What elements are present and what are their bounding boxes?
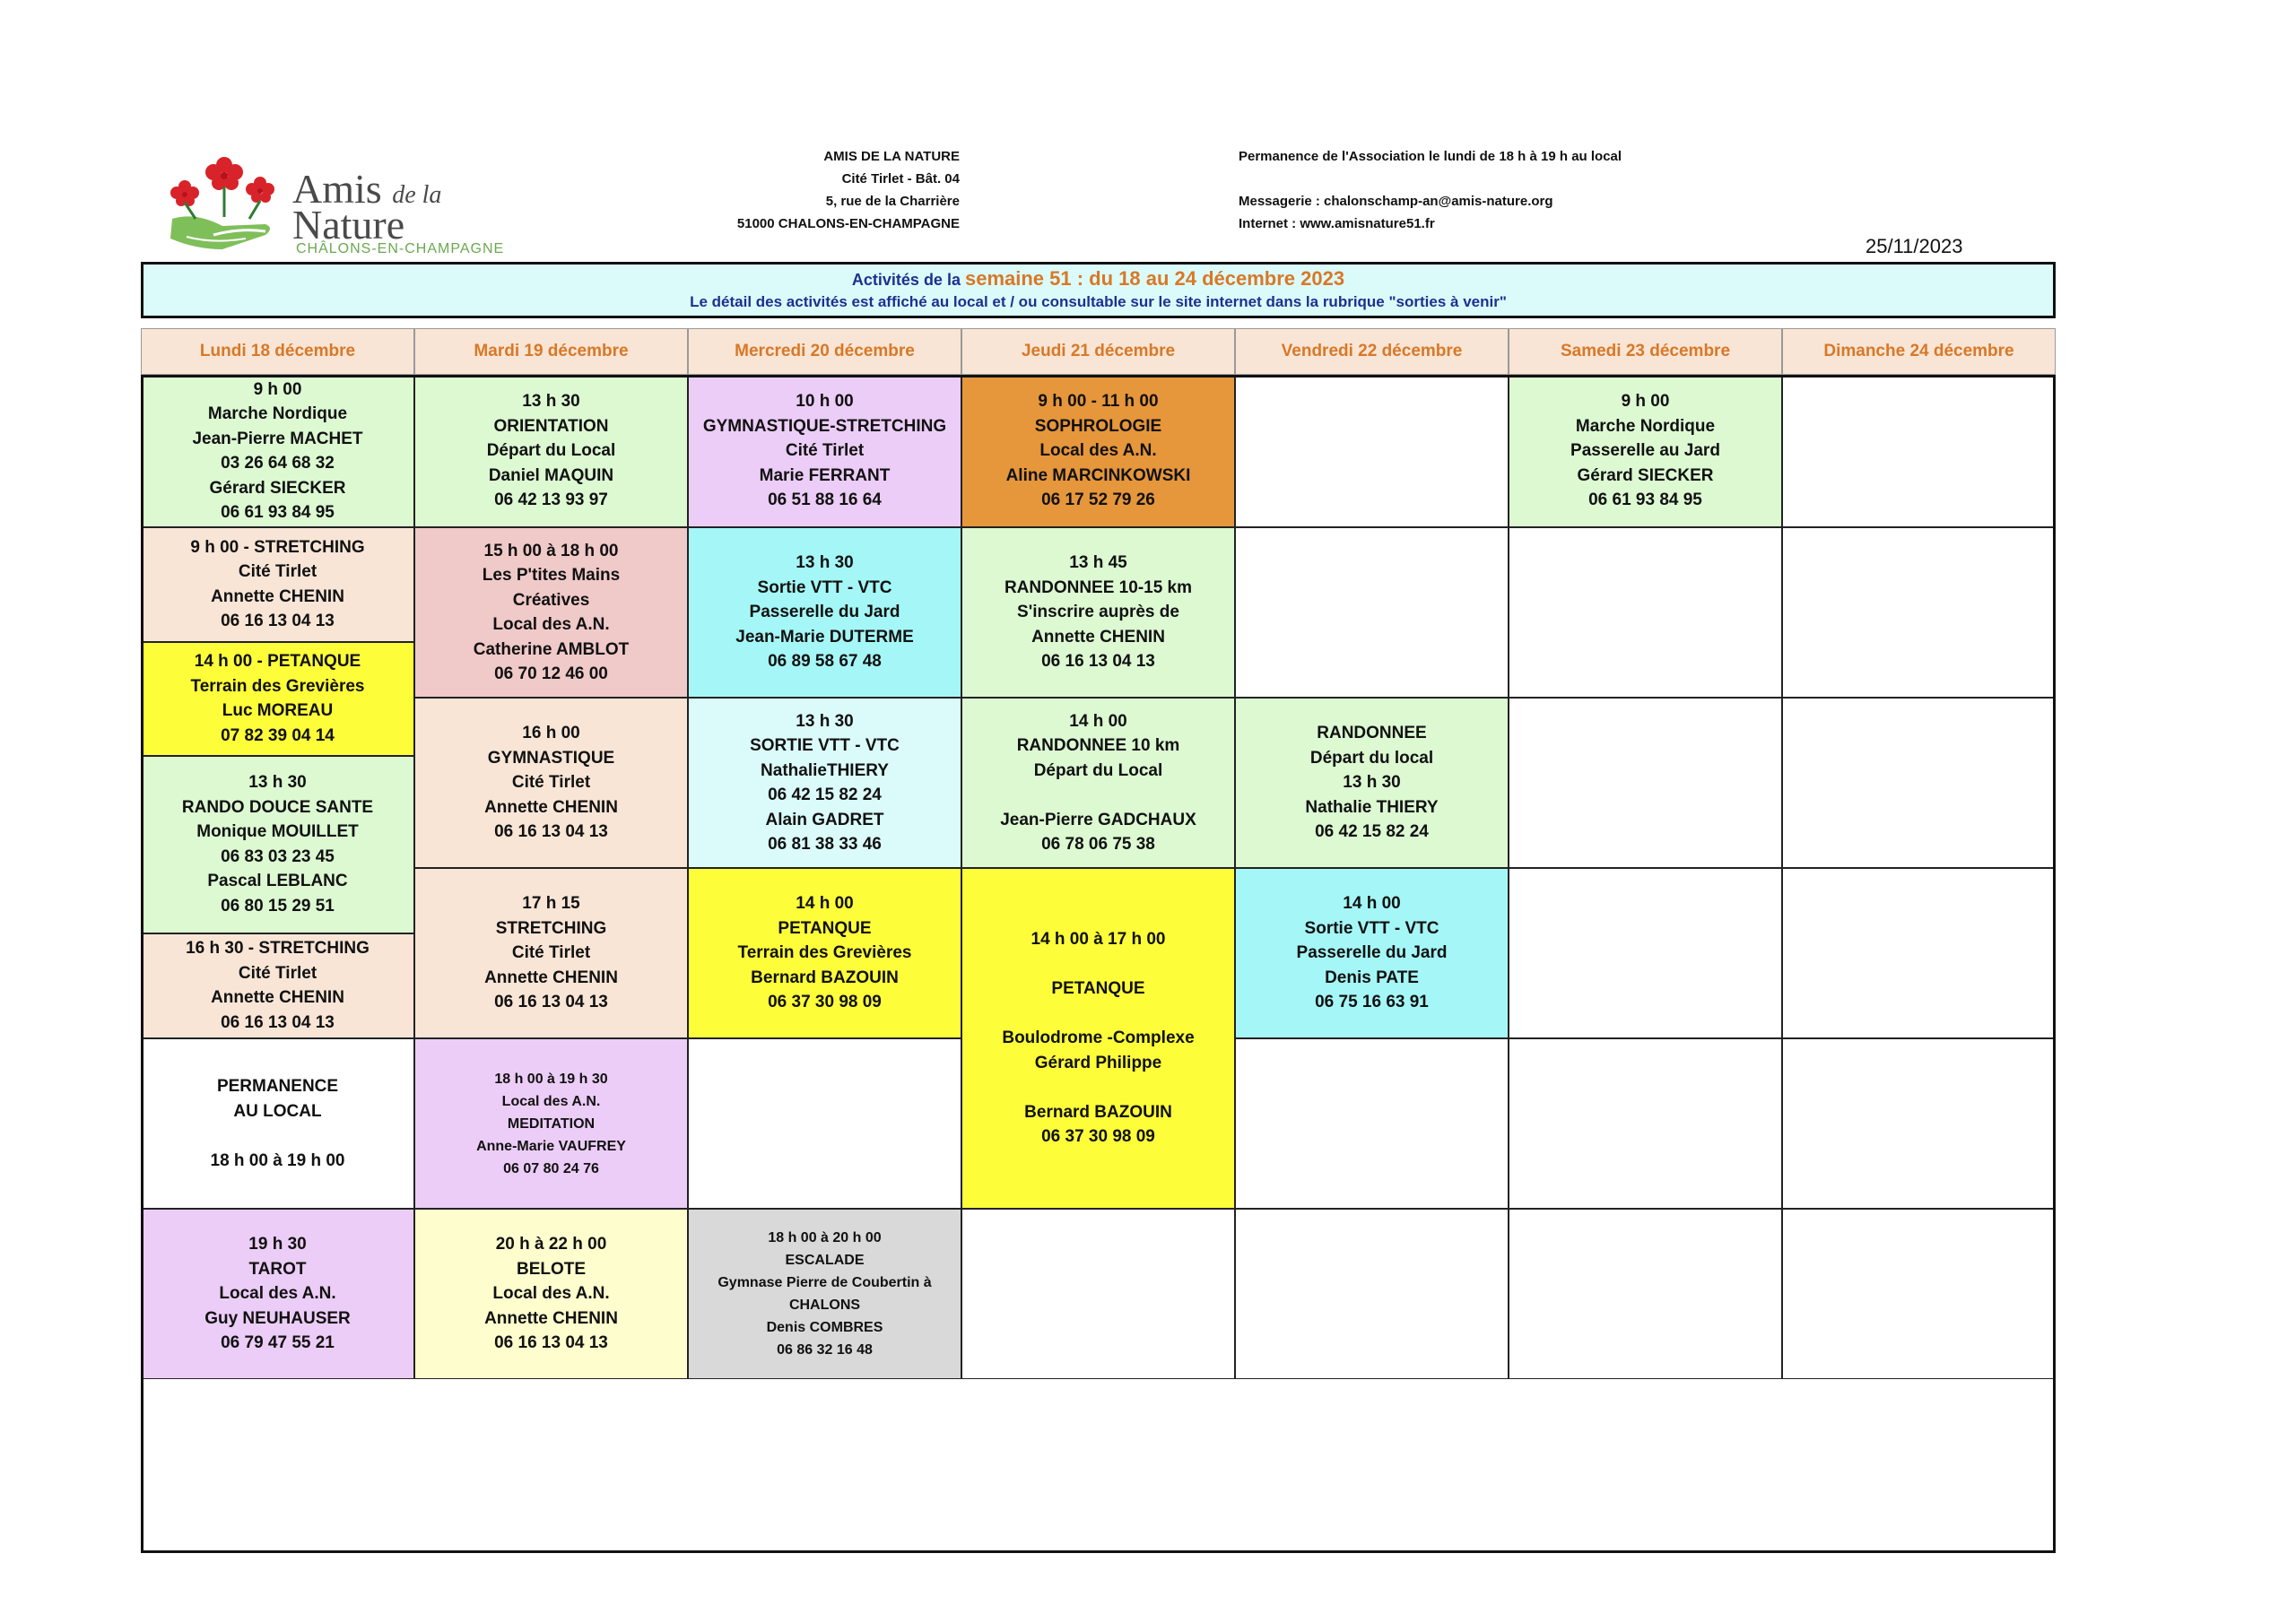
activity-line: 06 42 15 82 24: [1315, 822, 1429, 842]
activity-line: RANDONNEE 10-15 km: [1004, 577, 1193, 597]
empty-cell: [1509, 868, 1782, 1038]
activity-line: RANDONNEE: [1317, 724, 1427, 743]
activity-line: Local des A.N.: [501, 1093, 601, 1109]
activity-line: 14 h 00: [1069, 711, 1127, 731]
activity-line: ESCALADE: [785, 1253, 865, 1268]
activity-line: RANDO DOUCE SANTE: [181, 797, 374, 817]
activity-line: SORTIE VTT - VTC: [750, 736, 900, 755]
activity-line: GYMNASTIQUE: [487, 748, 615, 768]
banner-week: semaine 51 : du 18 au 24 décembre 2023: [964, 267, 1345, 290]
activity-line: 16 h 30 - STRETCHING: [186, 939, 370, 959]
activity-cell: [1235, 868, 1509, 1038]
activity-line: 06 75 16 63 91: [1315, 993, 1429, 1012]
activity-line: Local des A.N.: [1039, 441, 1157, 461]
activity-line: 9 h 00: [253, 379, 302, 399]
activity-line: TAROT: [248, 1259, 307, 1279]
activity-line: Sortie VTT - VTC: [1304, 918, 1439, 938]
logo-city: CHÂLONS-EN-CHAMPAGNE: [296, 241, 505, 256]
activity-line: Marche Nordique: [1575, 416, 1716, 436]
activity-line: Gérard SIECKER: [209, 478, 346, 498]
activity-line: Cité Tirlet: [511, 943, 591, 963]
activity-cell: [688, 375, 961, 527]
activity-line: 18 h 00 à 19 h 30: [494, 1071, 608, 1087]
activity-line: 14 h 00 à 17 h 00: [1031, 930, 1166, 950]
activity-line: 13 h 45: [1069, 553, 1127, 573]
activity-line: 06 83 03 23 45: [221, 846, 335, 866]
activity-line: 06 17 52 79 26: [1041, 490, 1155, 510]
activity-cell: [961, 527, 1235, 698]
activity-line: Annette CHENIN: [1031, 627, 1165, 647]
activity-line: 13 h 30: [796, 553, 854, 573]
activity-line: Annette CHENIN: [211, 988, 344, 1008]
activity-cell: [1509, 375, 1782, 527]
activity-line: 06 86 32 16 48: [777, 1342, 873, 1358]
activity-line: Guy NEUHAUSER: [204, 1308, 351, 1328]
activity-line: 06 37 30 98 09: [1041, 1127, 1155, 1147]
activity-line: Annette CHENIN: [211, 586, 344, 606]
activity-cell: [414, 375, 688, 527]
document-date: 25/11/2023: [1866, 235, 1963, 257]
activity-line: Marche Nordique: [207, 404, 348, 423]
activity-line: 17 h 15: [522, 894, 580, 914]
day-header: Dimanche 24 décembre: [1782, 328, 2056, 375]
activity-line: Jean-Pierre MACHET: [192, 429, 363, 448]
activity-cell: [141, 375, 414, 527]
activity-line: Bernard BAZOUIN: [751, 968, 899, 987]
activity-line: 06 37 30 98 09: [768, 993, 882, 1012]
activity-line: Créatives: [512, 590, 590, 610]
empty-cell: [1235, 1209, 1509, 1379]
empty-cell: [961, 1209, 1235, 1379]
activity-line: PETANQUE: [1051, 979, 1145, 999]
activity-line: 06 16 13 04 13: [494, 822, 608, 842]
banner-details: Le détail des activités est affiché au local et / ou consultable sur le site internet dans la rubrique "sorties à venir": [690, 293, 1507, 310]
activity-line: Départ du Local: [486, 441, 616, 461]
activity-line: 06 16 13 04 13: [494, 993, 608, 1012]
activity-line: Terrain des Grevières: [190, 676, 365, 696]
activity-line: NathalieTHIERY: [761, 760, 889, 780]
activity-line: 16 h 00: [522, 724, 580, 743]
activity-cell: [688, 527, 961, 698]
contact-email: Messagerie : chalonschamp-an@amis-nature.org: [1239, 194, 1553, 209]
activity-line: Luc MOREAU: [222, 701, 334, 721]
activity-cell: [141, 933, 414, 1038]
empty-cell: [1235, 527, 1509, 698]
empty-cell: [1509, 698, 1782, 868]
activity-cell: [414, 1038, 688, 1209]
activity-line: 13 h 30: [796, 711, 854, 731]
activity-line: 06 78 06 75 38: [1041, 835, 1155, 854]
empty-cell: [1782, 698, 2056, 868]
empty-cell: [1782, 1038, 2056, 1209]
activity-line: 14 h 00: [796, 894, 854, 914]
activity-line: 15 h 00 à 18 h 00: [483, 541, 619, 560]
activity-line: 20 h à 22 h 00: [495, 1235, 607, 1254]
empty-cell: [1782, 868, 2056, 1038]
day-header: Mardi 19 décembre: [414, 328, 688, 375]
activity-line: 18 h 00 à 20 h 00: [768, 1230, 882, 1245]
activity-line: Terrain des Grevières: [737, 943, 912, 963]
activity-line: STRETCHING: [495, 918, 607, 938]
activity-line: Bernard BAZOUIN: [1024, 1102, 1172, 1122]
activity-line: BELOTE: [516, 1259, 587, 1279]
stacked-activities: [141, 527, 414, 1038]
activity-line: Annette CHENIN: [484, 1308, 618, 1328]
activity-line: 06 61 93 84 95: [1588, 490, 1702, 510]
day-header: Lundi 18 décembre: [141, 328, 414, 375]
contact-spacer: [1239, 168, 1622, 190]
activity-line: Local des A.N.: [492, 1284, 610, 1304]
activity-cell: [141, 1209, 414, 1379]
activity-cell: [141, 1038, 414, 1209]
address-line: AMIS DE LA NATURE: [823, 149, 960, 164]
activity-line: Nathalie THIERY: [1305, 797, 1439, 817]
weekly-schedule-grid: [141, 328, 2056, 1383]
activity-line: Daniel MAQUIN: [488, 465, 614, 485]
activity-line: 03 26 64 68 32: [221, 454, 335, 473]
activity-line: 14 h 00: [1343, 894, 1401, 914]
activity-cell: [961, 375, 1235, 527]
activity-line: 06 16 13 04 13: [1041, 652, 1155, 672]
activity-line: 13 h 30: [248, 773, 307, 793]
activity-line: 06 61 93 84 95: [221, 503, 335, 522]
activity-line: 19 h 30: [248, 1235, 307, 1254]
activity-line: Annette CHENIN: [484, 968, 618, 987]
activity-line: Passerelle du Jard: [1296, 943, 1448, 963]
activity-line: Passerelle du Jard: [749, 603, 900, 622]
activity-cell: [688, 868, 961, 1038]
activity-line: 06 80 15 29 51: [221, 896, 335, 916]
empty-cell: [1235, 375, 1509, 527]
address-line: 51000 CHALONS-EN-CHAMPAGNE: [736, 216, 960, 231]
activity-line: Marie FERRANT: [759, 465, 891, 485]
activity-line: Denis COMBRES: [766, 1320, 883, 1335]
logo-nature: Nature: [292, 202, 405, 247]
activity-cell: [141, 527, 414, 642]
activity-line: Local des A.N.: [219, 1284, 336, 1304]
activity-line: Passerelle au Jard: [1570, 441, 1720, 461]
activity-cell: [414, 527, 688, 698]
activity-line: Anne-Marie VAUFREY: [476, 1138, 626, 1154]
amis-de-la-nature-logo: [160, 149, 545, 260]
activity-line: Les P'tites Mains: [482, 566, 621, 585]
empty-cell: [1235, 1038, 1509, 1209]
activity-line: CHALONS: [788, 1298, 861, 1313]
activity-line: 9 h 00 - 11 h 00: [1038, 392, 1159, 412]
activity-line: Monique MOUILLET: [196, 822, 359, 842]
activity-line: Cité Tirlet: [238, 963, 317, 983]
activity-line: 06 81 38 33 46: [768, 835, 882, 854]
empty-cell: [1782, 375, 2056, 527]
activity-line: 13 h 30: [1343, 773, 1401, 793]
activity-line: Sortie VTT - VTC: [757, 577, 892, 597]
logo-amis: Amis: [292, 166, 382, 212]
activity-line: 06 89 58 67 48: [768, 652, 882, 672]
activity-line: 18 h 00 à 19 h 00: [210, 1150, 345, 1170]
activity-line: RANDONNEE 10 km: [1016, 736, 1180, 755]
address-line: Cité Tirlet - Bât. 04: [841, 171, 960, 187]
activity-line: Aline MARCINKOWSKI: [1005, 465, 1191, 485]
activity-line: AU LOCAL: [233, 1101, 322, 1121]
activity-line: Cité Tirlet: [511, 773, 591, 793]
activity-line: Boulodrome -Complexe: [1002, 1028, 1195, 1048]
activity-cell: [961, 868, 1235, 1209]
week-banner: [141, 262, 2056, 318]
activity-cell: [414, 1209, 688, 1379]
activity-line: 06 79 47 55 21: [221, 1333, 335, 1353]
activity-cell: [414, 698, 688, 868]
day-header: Mercredi 20 décembre: [688, 328, 961, 375]
activity-line: Gérard Philippe: [1034, 1053, 1162, 1072]
activity-line: SOPHROLOGIE: [1034, 416, 1162, 436]
activity-line: 06 70 12 46 00: [494, 664, 608, 683]
activity-cell: [961, 698, 1235, 868]
association-contact: [1239, 145, 1622, 235]
address-line: 5, rue de la Charrière: [825, 194, 960, 209]
activity-line: Jean-Pierre GADCHAUX: [1000, 810, 1196, 829]
activity-line: Départ du Local: [1033, 760, 1163, 780]
activity-line: Cité Tirlet: [785, 441, 865, 461]
empty-cell: [1782, 527, 2056, 698]
activity-line: Départ du local: [1309, 748, 1434, 768]
activity-line: S'inscrire auprès de: [1017, 603, 1179, 622]
activity-line: Gymnase Pierre de Coubertin à: [718, 1275, 932, 1290]
activity-line: 10 h 00: [796, 392, 854, 412]
empty-cell: [1509, 527, 1782, 698]
activity-line: 06 07 80 24 76: [503, 1160, 599, 1176]
banner-prefix: Activités de la: [851, 271, 965, 289]
activity-line: 14 h 00 - PETANQUE: [194, 652, 361, 672]
activity-line: 13 h 30: [522, 392, 580, 412]
banner-title: [144, 267, 2053, 291]
empty-cell: [1509, 1209, 1782, 1379]
activity-line: PETANQUE: [778, 918, 872, 938]
activity-line: Denis PATE: [1325, 968, 1419, 987]
activity-line: Cité Tirlet: [238, 562, 317, 582]
activity-line: Jean-Marie DUTERME: [735, 627, 914, 647]
contact-website: Internet : www.amisnature51.fr: [1239, 216, 1435, 231]
activity-line: Annette CHENIN: [484, 797, 618, 817]
activity-line: 06 16 13 04 13: [221, 1012, 335, 1032]
activity-line: Catherine AMBLOT: [473, 639, 630, 659]
activity-line: 06 42 15 82 24: [768, 785, 882, 804]
empty-cell: [1509, 1038, 1782, 1209]
activity-cell: [688, 1209, 961, 1379]
contact-permanence: Permanence de l'Association le lundi de 18 h à 19 h au local: [1239, 149, 1622, 164]
association-address: [628, 145, 960, 235]
activity-cell: [414, 868, 688, 1038]
activity-line: Pascal LEBLANC: [207, 872, 348, 891]
activity-line: GYMNASTIQUE-STRETCHING: [702, 416, 947, 436]
activity-line: 06 42 13 93 97: [494, 490, 608, 510]
day-header: Vendredi 22 décembre: [1235, 328, 1509, 375]
activity-line: 06 51 88 16 64: [768, 490, 882, 510]
flower-hands-icon: [160, 149, 294, 260]
activity-line: 06 16 13 04 13: [221, 612, 335, 631]
activity-cell: [141, 756, 414, 933]
activity-cell: [1235, 698, 1509, 868]
activity-line: 06 16 13 04 13: [494, 1333, 608, 1353]
activity-line: 9 h 00 - STRETCHING: [190, 537, 365, 557]
activity-cell: [141, 642, 414, 757]
activity-line: Local des A.N.: [492, 615, 610, 634]
day-header: Jeudi 21 décembre: [961, 328, 1235, 375]
empty-cell: [688, 1038, 961, 1209]
activity-line: ORIENTATION: [493, 416, 609, 436]
logo-de-la: de la: [392, 181, 442, 209]
empty-cell: [1782, 1209, 2056, 1379]
activity-line: Gérard SIECKER: [1577, 465, 1714, 485]
activity-line: 07 82 39 04 14: [221, 725, 335, 745]
activity-line: MEDITATION: [507, 1115, 596, 1132]
activity-line: Alain GADRET: [765, 810, 884, 829]
activity-cell: [688, 698, 961, 868]
day-header: Samedi 23 décembre: [1509, 328, 1782, 375]
activity-line: 9 h 00: [1621, 392, 1670, 412]
activity-line: PERMANENCE: [216, 1077, 339, 1096]
